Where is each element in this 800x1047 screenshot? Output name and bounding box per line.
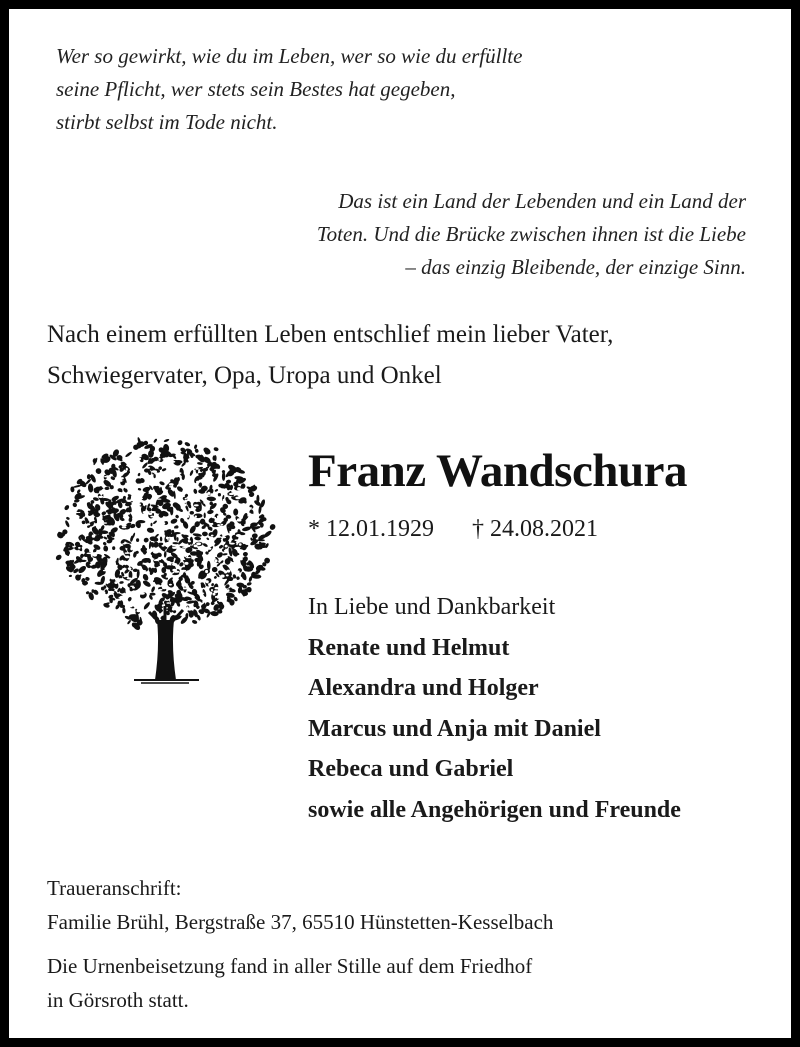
poem-bottom: [317, 185, 746, 284]
mourner-name: Marcus und Anja mit Daniel: [308, 715, 601, 742]
poem-line: Toten. Und die Brücke zwischen ihnen ist die Liebe: [316, 222, 746, 246]
life-dates: [308, 513, 598, 545]
mourning-address: [47, 871, 553, 939]
tree-icon: [49, 434, 279, 689]
poem-line: stirbt selbst im Tode nicht.: [56, 110, 278, 134]
mourners-list: [308, 587, 681, 830]
mourner-name: sowie alle Angehörigen und Freunde: [308, 796, 681, 823]
poem-top: [56, 40, 522, 139]
mourner-name: Renate und Helmut: [308, 634, 510, 661]
address-value: Familie Brühl, Bergstraße 37, 65510 Hünstetten-Kesselbach: [47, 910, 554, 934]
burial-line: in Görsroth statt.: [47, 988, 189, 1012]
intro-text: [47, 314, 613, 396]
intro-line: Nach einem erfüllten Leben entschlief mein lieber Vater,: [47, 321, 614, 348]
burial-line: Die Urnenbeisetzung fand in aller Stille auf dem Friedhof: [47, 954, 533, 978]
intro-line: Schwiegervater, Opa, Uropa und Onkel: [47, 362, 442, 389]
death-date: † 24.08.2021: [472, 516, 598, 542]
poem-line: – das einzig Bleibende, der einzige Sinn.: [405, 255, 746, 279]
deceased-name: Franz Wandschura: [308, 445, 687, 497]
birth-date: * 12.01.1929: [308, 516, 434, 542]
burial-note: [47, 949, 532, 1017]
poem-line: Wer so gewirkt, wie du im Leben, wer so wie du erfüllte: [56, 44, 523, 68]
poem-line: Das ist ein Land der Lebenden und ein Land der: [338, 189, 746, 213]
poem-line: seine Pflicht, wer stets sein Bestes hat gegeben,: [56, 77, 456, 101]
mourner-name: Alexandra und Holger: [308, 675, 539, 701]
address-label: Traueranschrift:: [47, 876, 182, 900]
mourner-name: Rebeca und Gabriel: [308, 756, 514, 782]
mourners-intro: In Liebe und Dankbarkeit: [308, 594, 556, 620]
